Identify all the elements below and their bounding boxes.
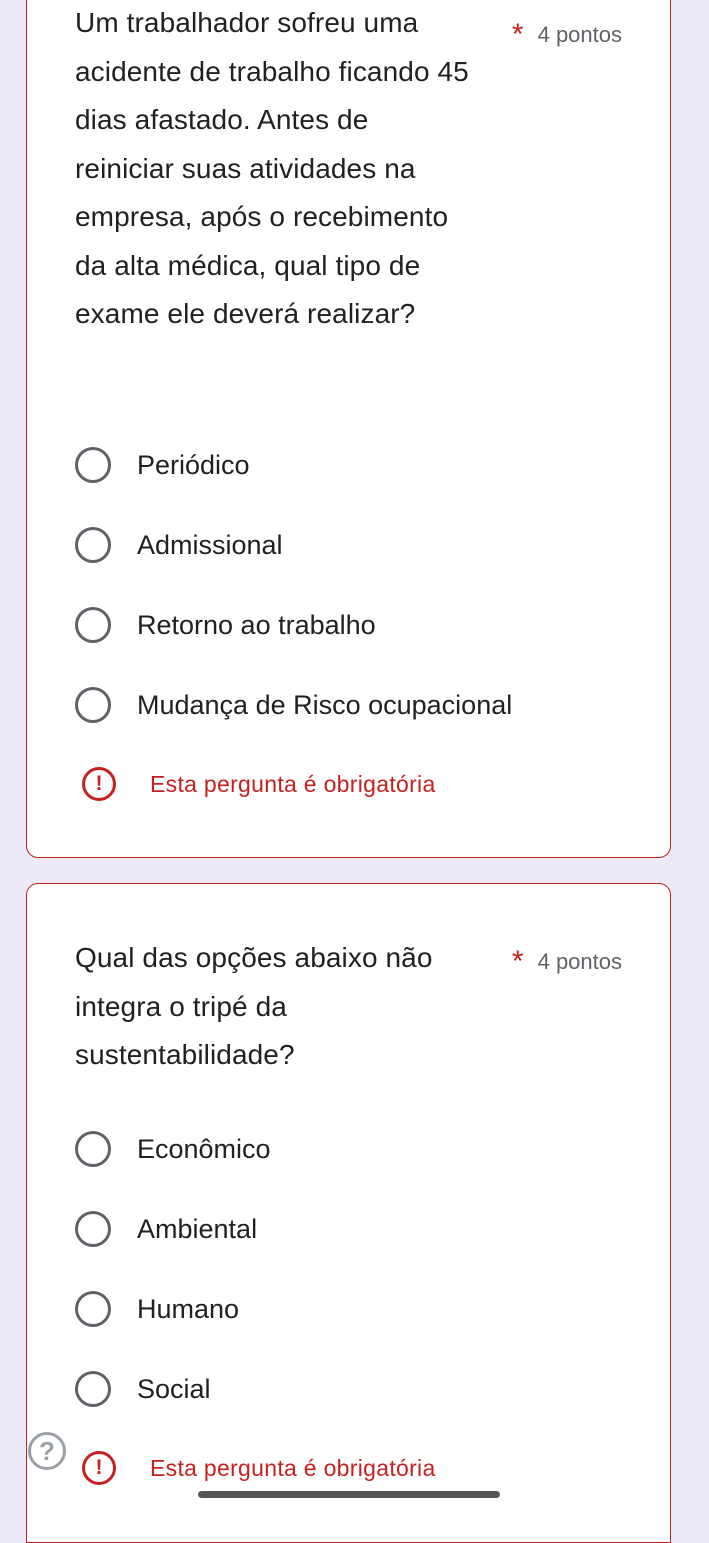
error-icon: ! bbox=[82, 1451, 116, 1485]
question-card bbox=[26, 883, 671, 1543]
question-title: Um trabalhador sofreu uma acidente de trabalho ficando 45 dias afastado. Antes de reiniciar suas atividades na empresa, após o recebimento da alta médica, qual tipo de exame ele deverá realizar? bbox=[75, 7, 469, 329]
option-label: Econômico bbox=[137, 1133, 271, 1164]
home-indicator[interactable] bbox=[198, 1491, 500, 1498]
option-label: Social bbox=[137, 1373, 211, 1404]
question-card bbox=[26, 0, 671, 858]
required-error bbox=[82, 767, 436, 801]
radio-option[interactable] bbox=[75, 1287, 239, 1331]
radio-button[interactable] bbox=[75, 527, 111, 563]
radio-option[interactable] bbox=[75, 1127, 271, 1171]
radio-option[interactable] bbox=[75, 1367, 211, 1411]
required-error bbox=[82, 1451, 436, 1485]
question-points bbox=[512, 947, 622, 977]
error-message: Esta pergunta é obrigatória bbox=[150, 1454, 436, 1481]
option-label: Admissional bbox=[137, 529, 283, 560]
radio-button[interactable] bbox=[75, 607, 111, 643]
option-label: Humano bbox=[137, 1293, 240, 1324]
radio-option[interactable] bbox=[75, 603, 376, 647]
option-label: Periódico bbox=[137, 449, 250, 480]
radio-option[interactable] bbox=[75, 1207, 257, 1251]
option-label: Ambiental bbox=[137, 1213, 258, 1244]
required-asterisk: * bbox=[511, 945, 524, 978]
error-icon: ! bbox=[82, 767, 116, 801]
radio-button[interactable] bbox=[75, 1291, 111, 1327]
radio-button[interactable] bbox=[75, 447, 111, 483]
option-label: Mudança de Risco ocupacional bbox=[137, 689, 513, 720]
points-label: 4 pontos bbox=[537, 949, 622, 974]
question-title: Qual das opções abaixo não integra o tripé da sustentabilidade? bbox=[75, 942, 433, 1070]
radio-button[interactable] bbox=[75, 1371, 111, 1407]
required-asterisk: * bbox=[511, 18, 524, 51]
error-message: Esta pergunta é obrigatória bbox=[150, 770, 436, 797]
radio-button[interactable] bbox=[75, 687, 111, 723]
radio-button[interactable] bbox=[75, 1131, 111, 1167]
question-points bbox=[512, 20, 622, 50]
option-label: Retorno ao trabalho bbox=[137, 609, 376, 640]
help-icon[interactable]: ? bbox=[28, 1432, 66, 1470]
radio-option[interactable] bbox=[75, 683, 512, 727]
radio-option[interactable] bbox=[75, 443, 250, 487]
radio-option[interactable] bbox=[75, 523, 283, 567]
radio-button[interactable] bbox=[75, 1211, 111, 1247]
points-label: 4 pontos bbox=[537, 22, 622, 47]
